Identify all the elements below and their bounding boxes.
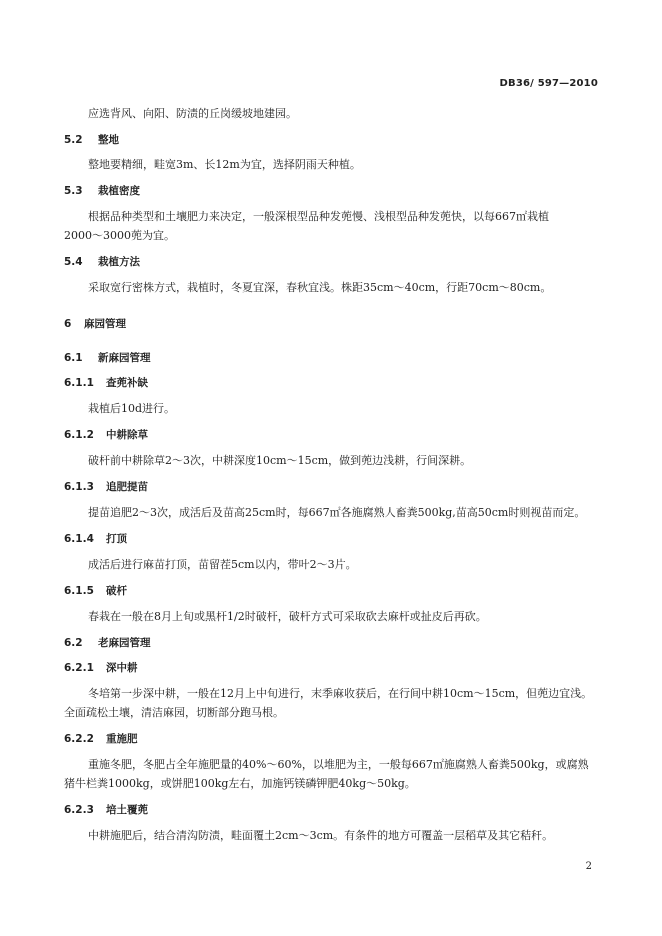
section-number: 6.1.2 bbox=[64, 429, 94, 441]
section-number: 6.1.4 bbox=[64, 533, 94, 545]
paragraph-fertilizing-line2: 猪牛栏粪1000kg，或饼肥100kg左右，加施钙镁磷钾肥40kg～50kg。 bbox=[64, 777, 416, 790]
section-title: 追肥提苗 bbox=[106, 481, 148, 493]
paragraph-stem-breaking: 春栽在一般在8月上旬或黑杆1/2时破杆，破杆方式可采取砍去麻杆或扯皮后再砍。 bbox=[88, 610, 487, 623]
paragraph-fertilizing-line1: 重施冬肥，冬肥占全年施肥量的40%～60%，以堆肥为主，一般每667㎡施腐熟人畜粪500kg，或腐熟 bbox=[88, 758, 589, 771]
section-heading-5-2 bbox=[64, 133, 119, 147]
section-heading-6-1-1 bbox=[64, 376, 148, 390]
section-title: 查蔸补缺 bbox=[106, 377, 148, 389]
section-title: 重施肥 bbox=[106, 733, 138, 745]
section-heading-6-1 bbox=[64, 351, 151, 365]
section-heading-6-1-5 bbox=[64, 584, 127, 598]
paragraph-deep-tillage-line2: 全面疏松土壤，清洁麻园，切断部分跑马根。 bbox=[64, 706, 284, 719]
paragraph-deep-tillage-line1: 冬培第一步深中耕，一般在12月上中旬进行，末季麻收获后，在行间中耕10cm～15cm，但蔸边宜浅。 bbox=[88, 687, 593, 700]
paragraph-planting-method: 采取宽行密株方式，栽植时，冬夏宜深，春秋宜浅。株距35cm～40cm，行距70cm～80cm。 bbox=[88, 281, 552, 294]
section-title: 深中耕 bbox=[106, 662, 138, 674]
section-number: 5.2 bbox=[64, 134, 83, 146]
section-heading-6 bbox=[64, 317, 126, 331]
paragraph-planting-density-line1: 根据品种类型和土壤肥力来决定，一般深根型品种发蔸慢、浅根型品种发蔸快，以每667㎡栽植 bbox=[88, 210, 549, 223]
section-number: 5.4 bbox=[64, 256, 83, 268]
section-title: 中耕除草 bbox=[106, 429, 148, 441]
section-number: 6.1 bbox=[64, 352, 83, 364]
paragraph-planting-density-line2: 2000～3000蔸为宜。 bbox=[64, 229, 175, 242]
paragraph-topping: 成活后进行麻苗打顶，苗留茬5cm以内，带叶2～3片。 bbox=[88, 558, 357, 571]
section-heading-6-1-3 bbox=[64, 480, 148, 494]
section-number: 5.3 bbox=[64, 185, 83, 197]
section-heading-6-2-2 bbox=[64, 732, 138, 746]
paragraph-weeding: 破杆前中耕除草2～3次，中耕深度10cm～15cm，做到蔸边浅耕，行间深耕。 bbox=[88, 454, 472, 467]
page-number: 2 bbox=[585, 861, 592, 872]
section-title: 栽植方法 bbox=[98, 256, 140, 268]
section-title: 培土覆蔸 bbox=[106, 804, 148, 816]
section-number: 6.1.5 bbox=[64, 585, 94, 597]
section-title: 整地 bbox=[98, 134, 119, 146]
section-number: 6.1.3 bbox=[64, 481, 94, 493]
section-heading-6-1-2 bbox=[64, 428, 148, 442]
document-code: DB36/ 597—2010 bbox=[499, 78, 598, 89]
section-title: 老麻园管理 bbox=[98, 637, 151, 649]
section-title: 破杆 bbox=[106, 585, 127, 597]
section-number: 6.2.1 bbox=[64, 662, 94, 674]
paragraph-site-selection: 应选背风、向阳、防渍的丘岗缓坡地建园。 bbox=[88, 107, 297, 120]
section-number: 6.2 bbox=[64, 637, 83, 649]
section-title: 打顶 bbox=[106, 533, 127, 545]
section-heading-6-2 bbox=[64, 636, 151, 650]
section-heading-6-2-1 bbox=[64, 661, 138, 675]
section-number: 6 bbox=[64, 318, 72, 330]
paragraph-earthing-up: 中耕施肥后，结合清沟防渍，畦面覆土2cm～3cm。有条件的地方可覆盖一层稻草及其它秸秆。 bbox=[88, 829, 554, 842]
header-divider bbox=[64, 95, 598, 96]
section-number: 6.2.3 bbox=[64, 804, 94, 816]
section-number: 6.2.2 bbox=[64, 733, 94, 745]
section-heading-6-2-3 bbox=[64, 803, 148, 817]
section-heading-6-1-4 bbox=[64, 532, 127, 546]
paragraph-land-preparation: 整地要精细，畦宽3m、长12m为宜，选择阴雨天种植。 bbox=[88, 158, 361, 171]
section-heading-5-4 bbox=[64, 255, 140, 269]
section-number: 6.1.1 bbox=[64, 377, 94, 389]
paragraph-topdressing: 提苗追肥2～3次，成活后及苗高25cm时，每667㎡各施腐熟人畜粪500kg,苗高50cm时则视苗而定。 bbox=[88, 506, 586, 519]
section-title: 新麻园管理 bbox=[98, 352, 151, 364]
paragraph-replanting: 栽植后10d进行。 bbox=[88, 402, 176, 415]
section-title: 栽植密度 bbox=[98, 185, 140, 197]
section-heading-5-3 bbox=[64, 184, 140, 198]
section-title: 麻园管理 bbox=[84, 318, 126, 330]
